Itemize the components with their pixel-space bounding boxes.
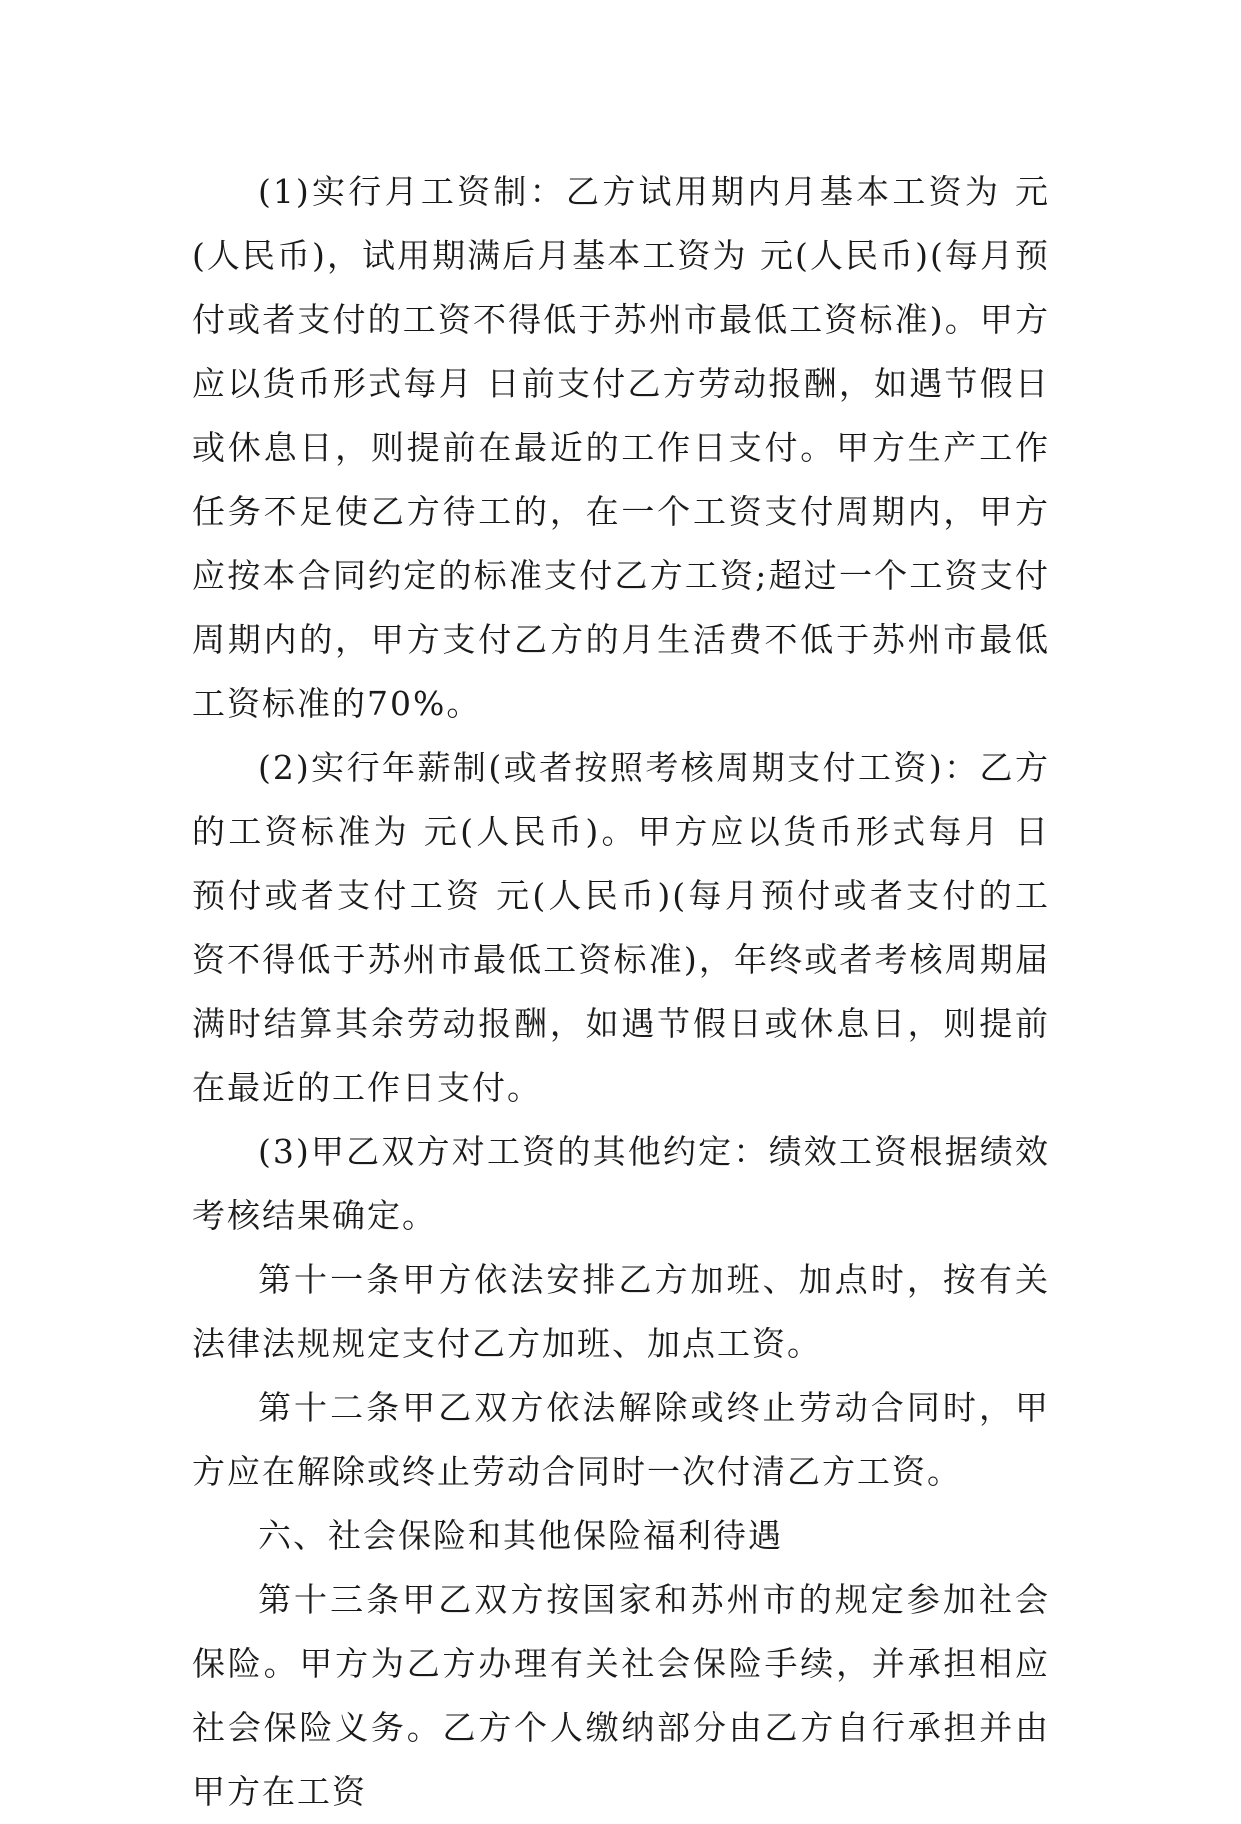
paragraph-other-salary-terms: (3)甲乙双方对工资的其他约定：绩效工资根据绩效考核结果确定。 <box>192 1132 1050 1235</box>
section-heading-social-insurance: 六、社会保险和其他保险福利待遇 <box>258 1516 783 1555</box>
paragraph-article-13: 第十三条甲乙双方按国家和苏州市的规定参加社会保险。甲方为乙方办理有关社会保险手续，并承担相应社会保险义务。乙方个人缴纳部分由乙方自行承担并由甲方在工资 <box>192 1580 1050 1811</box>
paragraph-annual-salary: (2)实行年薪制(或者按照考核周期支付工资)：乙方的工资标准为 元(人民币)。甲方应以货币形式每月 日预付或者支付工资 元(人民币)(每月预付或者支付的工资不得低于苏州市最低工资标准)，年终或者考核周期届满时结算其余劳动报酬，如遇节假日或休息日，则提前在最近的工作日支付。 <box>192 748 1050 1107</box>
paragraph-article-11: 第十一条甲方依法安排乙方加班、加点时，按有关法律法规规定支付乙方加班、加点工资。 <box>192 1260 1050 1363</box>
document-body <box>192 160 1050 1824</box>
paragraph-article-12: 第十二条甲乙双方依法解除或终止劳动合同时，甲方应在解除或终止劳动合同时一次付清乙方工资。 <box>192 1388 1050 1491</box>
paragraph-monthly-salary: (1)实行月工资制：乙方试用期内月基本工资为 元(人民币)，试用期满后月基本工资为 元(人民币)(每月预付或者支付的工资不得低于苏州市最低工资标准)。甲方应以货币形式每月 日前支付乙方劳动报酬，如遇节假日或休息日，则提前在最近的工作日支付。甲方生产工作任务不足使乙方待工的，在一个工资支付周期内，甲方应按本合同约定的标准支付乙方工资;超过一个工资支付周期内的，甲方支付乙方的月生活费不低于苏州市最低工资标准的70%。 <box>192 172 1050 723</box>
